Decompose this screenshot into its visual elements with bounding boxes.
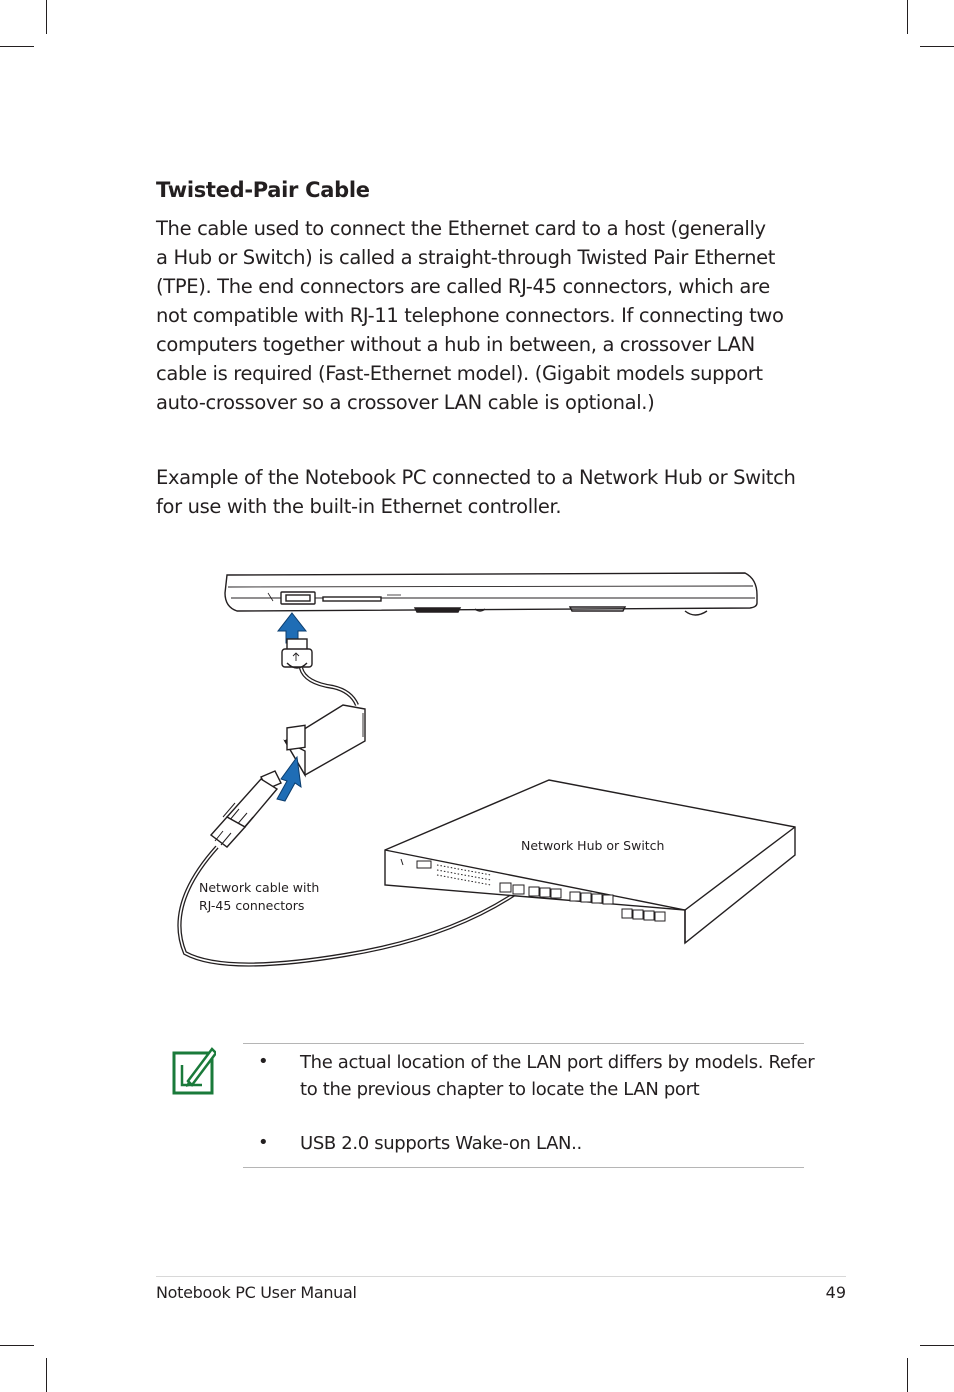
paragraph-line: for use with the built-in Ethernet controller.	[156, 495, 562, 518]
paragraph-line: The cable used to connect the Ethernet card to a host (generally	[156, 217, 766, 240]
note-top-rule	[243, 1043, 804, 1044]
network-connection-illustration	[165, 565, 805, 975]
paragraph-line: auto-crossover so a crossover LAN cable is optional.)	[156, 391, 655, 414]
note-item	[300, 1130, 810, 1157]
footer-manual-title: Notebook PC User Manual	[156, 1283, 357, 1302]
crop-mark	[46, 1358, 47, 1392]
section-heading: Twisted-Pair Cable	[156, 178, 370, 202]
crop-mark	[920, 1345, 954, 1346]
cable-label: RJ-45 connectors	[199, 898, 305, 913]
note-line: USB 2.0 supports Wake-on LAN..	[300, 1133, 582, 1154]
note-line: The actual location of the LAN port differs by models. Refer	[300, 1052, 815, 1073]
crop-mark	[0, 1345, 34, 1346]
note-line: to the previous chapter to locate the LAN port	[300, 1079, 700, 1100]
notebook-pc-illustration	[225, 573, 757, 615]
paragraph-line: cable is required (Fast-Ethernet model). (Gigabit models support	[156, 362, 763, 385]
intro-paragraph	[156, 214, 816, 417]
page-number: 49	[825, 1283, 846, 1302]
hub-label: Network Hub or Switch	[521, 838, 665, 853]
paragraph-line: not compatible with RJ-11 telephone connectors. If connecting two	[156, 304, 784, 327]
note-item	[300, 1049, 815, 1103]
crop-mark	[46, 0, 47, 34]
note-bullet: •	[258, 1132, 269, 1153]
rj45-insert-arrow	[277, 757, 301, 801]
crop-mark	[0, 46, 34, 47]
crop-mark	[920, 46, 954, 47]
example-paragraph	[156, 463, 816, 521]
crop-mark	[907, 1358, 908, 1392]
network-hub-illustration	[385, 780, 795, 943]
note-bottom-rule	[243, 1167, 804, 1168]
usb-plug-illustration	[282, 639, 312, 668]
crop-mark	[907, 0, 908, 34]
note-pencil-icon	[172, 1045, 216, 1095]
footer-rule	[156, 1276, 846, 1277]
paragraph-line: Example of the Notebook PC connected to a Network Hub or Switch	[156, 466, 796, 489]
paragraph-line: a Hub or Switch) is called a straight-through Twisted Pair Ethernet	[156, 246, 776, 269]
paragraph-line: computers together without a hub in between, a crossover LAN	[156, 333, 755, 356]
paragraph-line: (TPE). The end connectors are called RJ-45 connectors, which are	[156, 275, 770, 298]
cable-label: Network cable with	[199, 880, 320, 895]
rj45-connector-illustration	[211, 771, 281, 847]
note-bullet: •	[258, 1051, 269, 1072]
